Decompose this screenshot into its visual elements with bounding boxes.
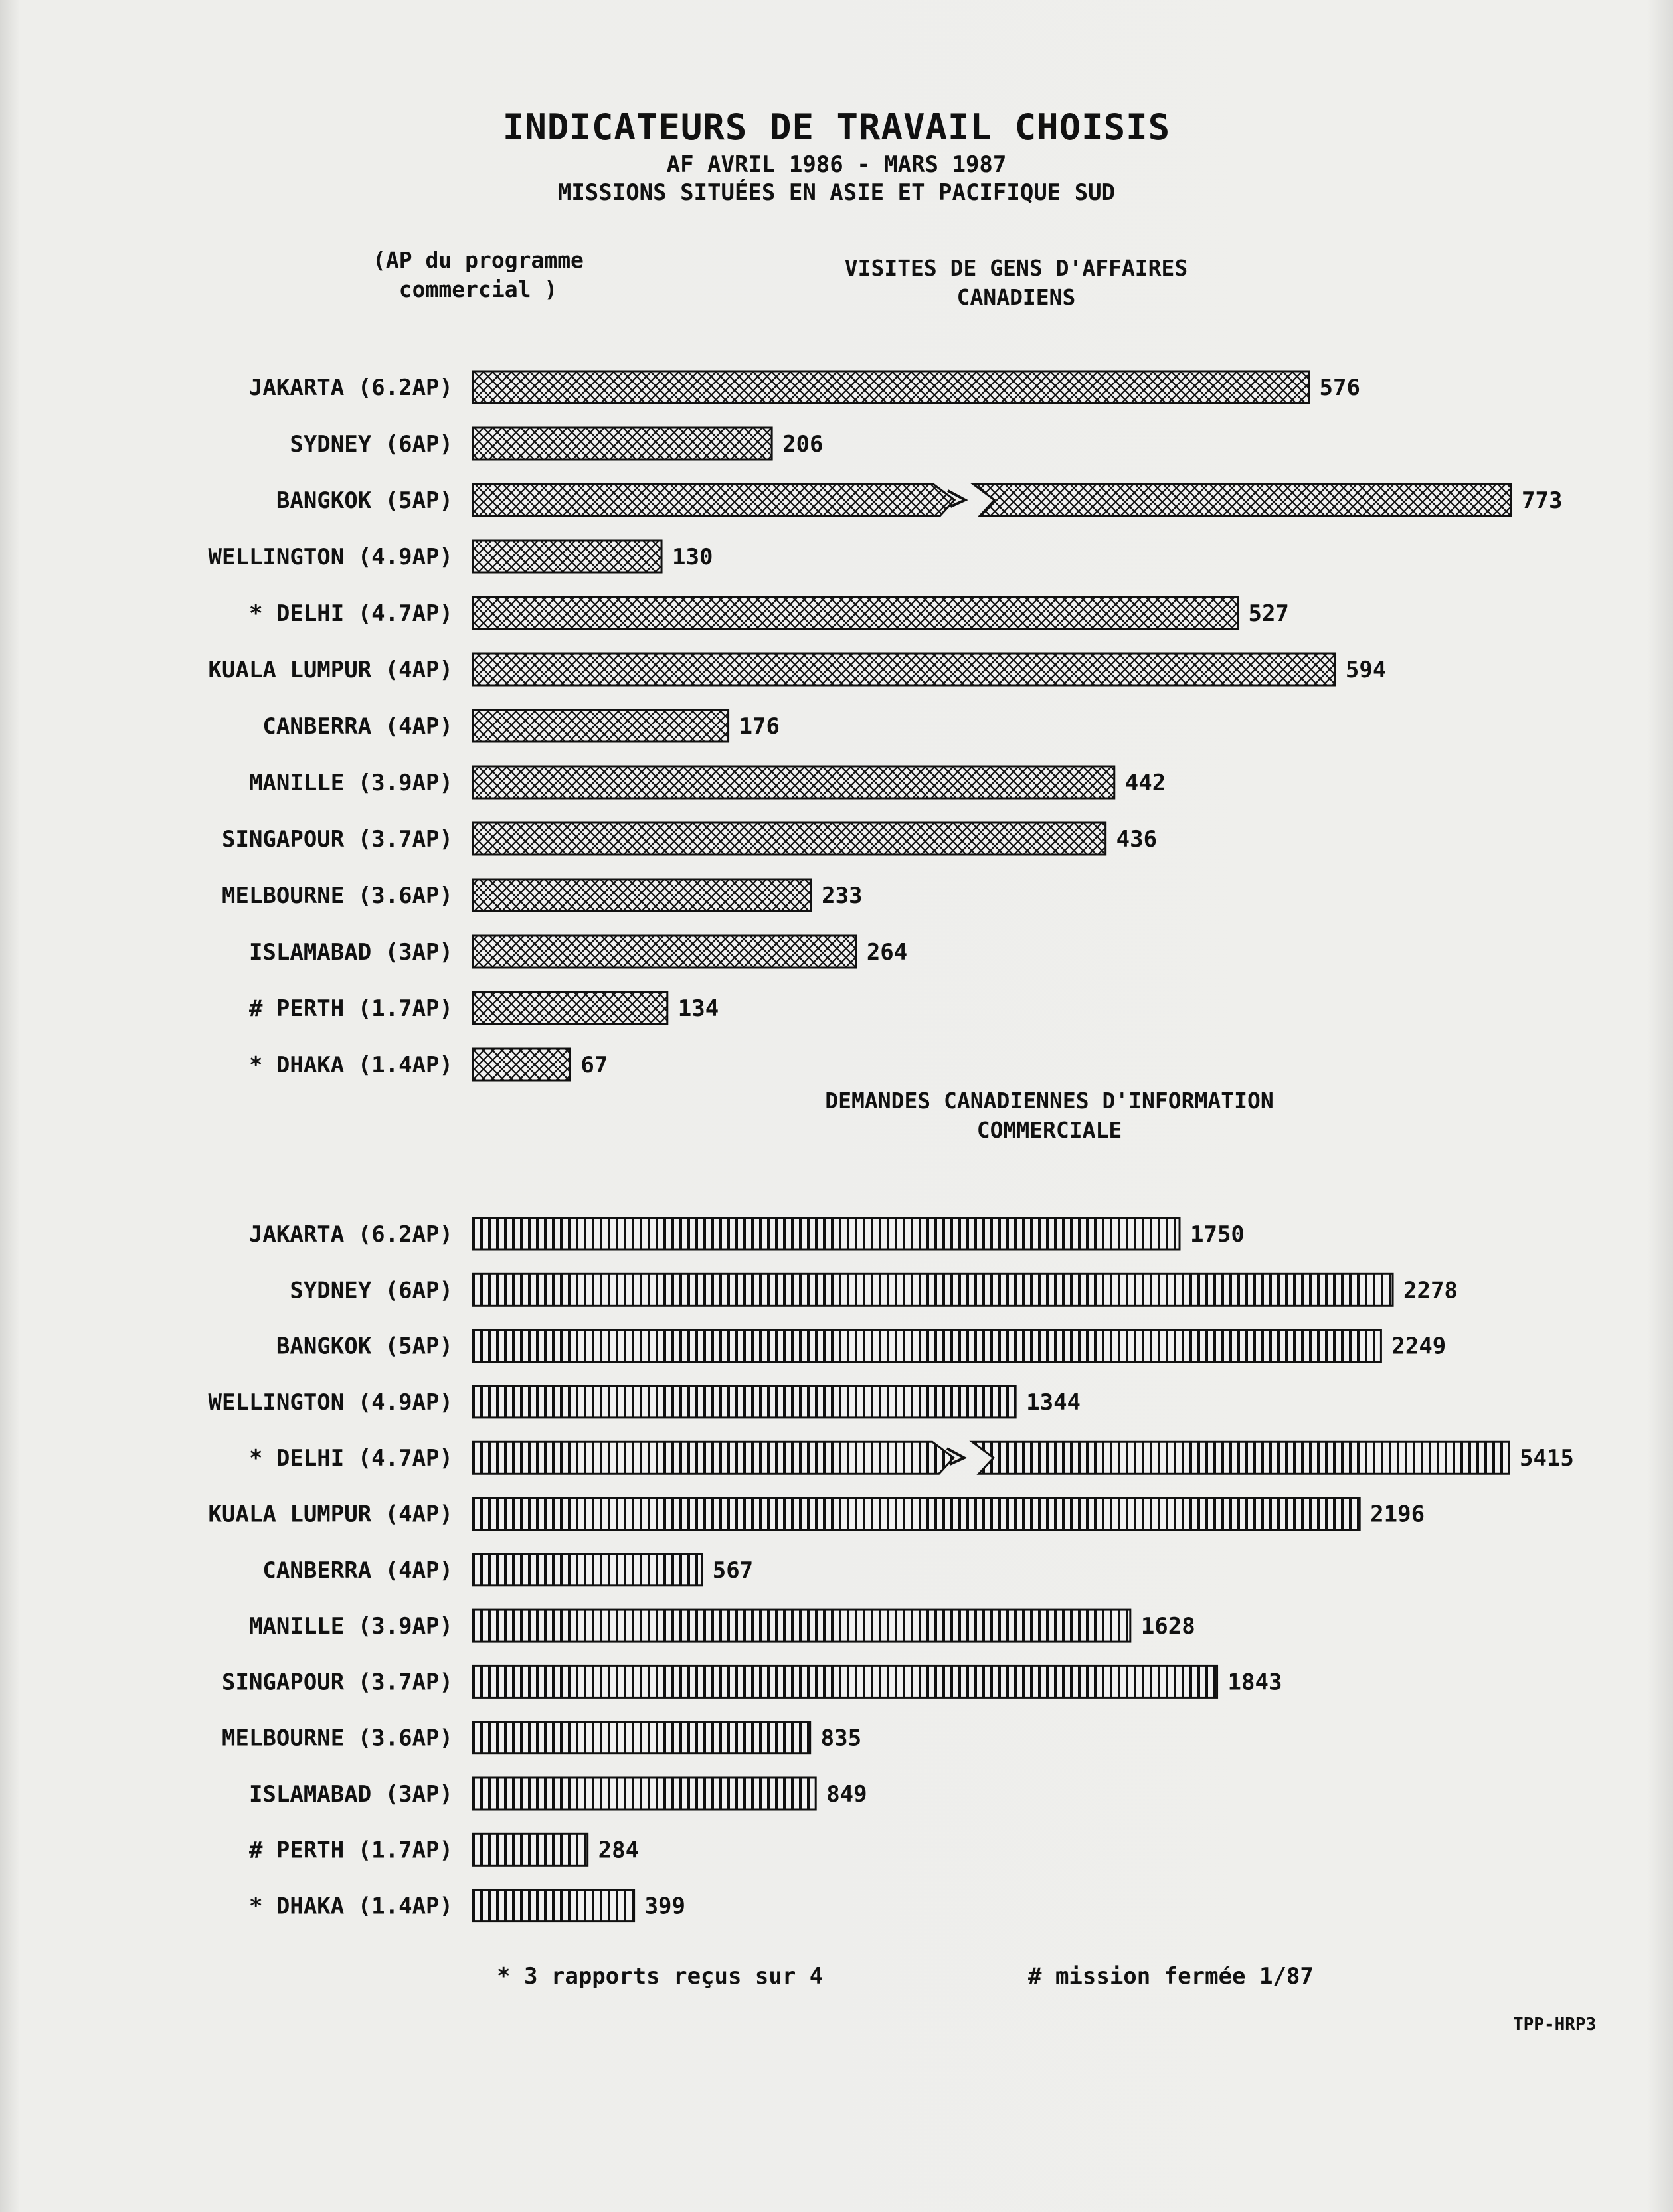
visits-bar xyxy=(473,597,1237,629)
visits-category-label: * DHAKA (1.4AP) xyxy=(248,1052,453,1078)
visits-value-label: 436 xyxy=(1116,826,1158,853)
inquiries-bar xyxy=(473,1610,1130,1642)
visits-bar xyxy=(473,936,856,968)
inquiries-category-label: JAKARTA (6.2AP) xyxy=(248,1221,453,1248)
inquiries-value-label: 1628 xyxy=(1140,1613,1195,1640)
visits-category-label: SYDNEY (6AP) xyxy=(290,431,453,458)
visits-bar xyxy=(473,1049,570,1080)
inquiries-category-label: SYDNEY (6AP) xyxy=(290,1277,453,1304)
visits-value-label: 67 xyxy=(580,1052,608,1078)
section-title-visits: VISITES DE GENS D'AFFAIRES CANADIENS xyxy=(844,255,1188,310)
inquiries-bar xyxy=(473,1554,702,1586)
visits-bar xyxy=(473,992,667,1024)
visits-bar xyxy=(473,653,1335,685)
inquiries-bar xyxy=(473,1890,634,1922)
visits-bar-broken xyxy=(473,484,1511,516)
visits-value-label: 442 xyxy=(1124,770,1166,796)
visits-bar xyxy=(473,879,811,911)
inquiries-bar xyxy=(473,1778,816,1810)
inquiries-value-label: 567 xyxy=(712,1557,754,1584)
visits-value-label: 233 xyxy=(822,883,863,909)
inquiries-value-label: 1843 xyxy=(1227,1669,1282,1696)
section-title-inquiries: DEMANDES CANADIENNES D'INFORMATION COMMERCIALE xyxy=(825,1088,1274,1143)
inquiries-bar xyxy=(473,1498,1360,1530)
visits-category-label: MANILLE (3.9AP) xyxy=(248,770,453,796)
footnote-reports: * 3 rapports reçus sur 4 xyxy=(497,1963,824,1990)
visits-value-label: 176 xyxy=(739,713,780,740)
document-id: TPP-HRP3 xyxy=(1513,2015,1597,2035)
inquiries-value-label: 399 xyxy=(644,1893,686,1920)
visits-value-label: 130 xyxy=(672,544,713,570)
footnote-closed: # mission fermée 1/87 xyxy=(1028,1963,1314,1990)
visits-category-label: CANBERRA (4AP) xyxy=(262,713,453,740)
inquiries-category-label: SINGAPOUR (3.7AP) xyxy=(222,1669,453,1696)
inquiries-bar xyxy=(473,1665,1217,1697)
visits-bar xyxy=(473,371,1309,403)
inquiries-value-label: 5415 xyxy=(1520,1445,1574,1472)
inquiries-bar xyxy=(473,1386,1015,1418)
inquiries-category-label: * DHAKA (1.4AP) xyxy=(248,1893,453,1920)
visits-category-label: ISLAMABAD (3AP) xyxy=(248,939,453,966)
inquiries-bar xyxy=(473,1218,1180,1250)
visits-category-label: WELLINGTON (4.9AP) xyxy=(208,544,453,570)
inquiries-category-label: KUALA LUMPUR (4AP) xyxy=(208,1501,453,1528)
visits-value-label: 206 xyxy=(782,431,824,458)
inquiries-bar xyxy=(473,1330,1381,1362)
visits-bar-segment xyxy=(473,484,954,516)
inquiries-category-label: WELLINGTON (4.9AP) xyxy=(208,1389,453,1416)
visits-bar xyxy=(473,710,729,742)
inquiries-value-label: 2249 xyxy=(1391,1333,1447,1360)
visits-bar xyxy=(473,541,661,572)
visits-chart xyxy=(209,371,1563,1080)
visits-value-label: 576 xyxy=(1319,375,1360,401)
visits-category-label: # PERTH (1.7AP) xyxy=(248,995,453,1022)
visits-category-label: KUALA LUMPUR (4AP) xyxy=(208,657,453,683)
inquiries-value-label: 1344 xyxy=(1026,1389,1081,1416)
inquiries-value-label: 1750 xyxy=(1190,1221,1245,1248)
visits-category-label: MELBOURNE (3.6AP) xyxy=(222,883,453,909)
chart-title: INDICATEURS DE TRAVAIL CHOISIS xyxy=(502,106,1171,148)
visits-value-label: 773 xyxy=(1522,487,1563,514)
visits-category-label: BANGKOK (5AP) xyxy=(276,487,453,514)
inquiries-value-label: 2196 xyxy=(1370,1501,1425,1528)
chart-subtitle-region: MISSIONS SITUÉES EN ASIE ET PACIFIQUE SUD xyxy=(557,179,1116,206)
inquiries-bar xyxy=(473,1722,810,1754)
inquiries-category-label: MANILLE (3.9AP) xyxy=(248,1613,453,1640)
visits-bar-segment xyxy=(973,484,1511,516)
visits-value-label: 527 xyxy=(1248,600,1289,627)
inquiries-value-label: 2278 xyxy=(1403,1277,1458,1304)
inquiries-category-label: * DELHI (4.7AP) xyxy=(248,1445,453,1472)
visits-bar xyxy=(473,766,1114,798)
inquiries-category-label: # PERTH (1.7AP) xyxy=(248,1837,453,1864)
visits-category-label: JAKARTA (6.2AP) xyxy=(248,375,453,401)
inquiries-bar-segment xyxy=(473,1442,954,1474)
visits-category-label: * DELHI (4.7AP) xyxy=(248,600,453,627)
inquiries-category-label: ISLAMABAD (3AP) xyxy=(248,1781,453,1808)
inquiries-bar xyxy=(473,1274,1393,1306)
inquiries-bar-broken xyxy=(473,1442,1509,1474)
visits-value-label: 134 xyxy=(677,995,719,1022)
inquiries-category-label: MELBOURNE (3.6AP) xyxy=(222,1725,453,1752)
inquiries-chart xyxy=(209,1218,1574,1922)
unit-note: (AP du programme commercial ) xyxy=(373,247,584,302)
inquiries-bar-segment xyxy=(972,1442,1509,1474)
inquiries-category-label: BANGKOK (5AP) xyxy=(276,1333,453,1360)
visits-category-label: SINGAPOUR (3.7AP) xyxy=(222,826,453,853)
visits-bar xyxy=(473,823,1106,855)
inquiries-bar xyxy=(473,1833,588,1865)
visits-bar xyxy=(473,428,772,460)
inquiries-value-label: 284 xyxy=(598,1837,640,1864)
chart-subtitle-period: AF AVRIL 1986 - MARS 1987 xyxy=(666,151,1007,178)
inquiries-category-label: CANBERRA (4AP) xyxy=(262,1557,453,1584)
visits-value-label: 264 xyxy=(866,939,908,966)
inquiries-value-label: 849 xyxy=(826,1781,867,1808)
inquiries-value-label: 835 xyxy=(820,1725,862,1752)
visits-value-label: 594 xyxy=(1345,657,1387,683)
